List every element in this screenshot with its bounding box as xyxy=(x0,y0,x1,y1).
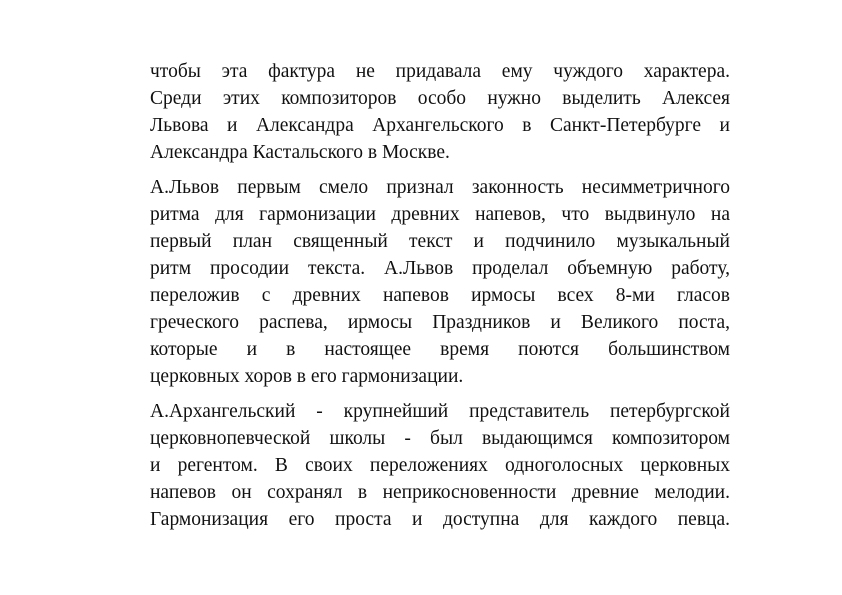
body-text xyxy=(150,58,730,541)
paragraph-3 xyxy=(150,398,730,533)
text-line: ритма для гармонизации древних напевов, что выдвинуло на xyxy=(150,204,730,225)
text-line: ритм просодии текста. А.Львов проделал объемную работу, xyxy=(150,258,730,279)
text-line: которые и в настоящее время поются большинством xyxy=(150,339,730,360)
text-line: церковных хоров в его гармонизации. xyxy=(150,366,464,387)
paragraph-1 xyxy=(150,58,730,166)
text-line: Среди этих композиторов особо нужно выделить Алексея xyxy=(150,88,730,109)
text-line: чтобы эта фактура не придавала ему чуждого характера. xyxy=(150,61,730,82)
text-line: греческого распева, ирмосы Праздников и Великого поста, xyxy=(150,312,730,333)
paragraph-2 xyxy=(150,174,730,390)
text-line: переложив с древних напевов ирмосы всех 8-ми гласов xyxy=(150,285,730,306)
text-line: напевов он сохранял в неприкосновенности древние мелодии. xyxy=(150,482,730,503)
text-line: Александра Кастальского в Москве. xyxy=(150,142,450,163)
text-line: и регентом. В своих переложениях одноголосных церковных xyxy=(150,455,730,476)
text-line: Гармонизация его проста и доступна для каждого певца. xyxy=(150,509,730,530)
text-line: Львова и Александра Архангельского в Санкт-Петербурге и xyxy=(150,115,730,136)
text-line: церковнопевческой школы - был выдающимся композитором xyxy=(150,428,730,449)
text-line: А.Львов первым смело признал законность несимметричного xyxy=(150,177,730,198)
text-line: А.Архангельский - крупнейший представитель петербургской xyxy=(150,401,730,422)
text-line: первый план священный текст и подчинило музыкальный xyxy=(150,231,730,252)
